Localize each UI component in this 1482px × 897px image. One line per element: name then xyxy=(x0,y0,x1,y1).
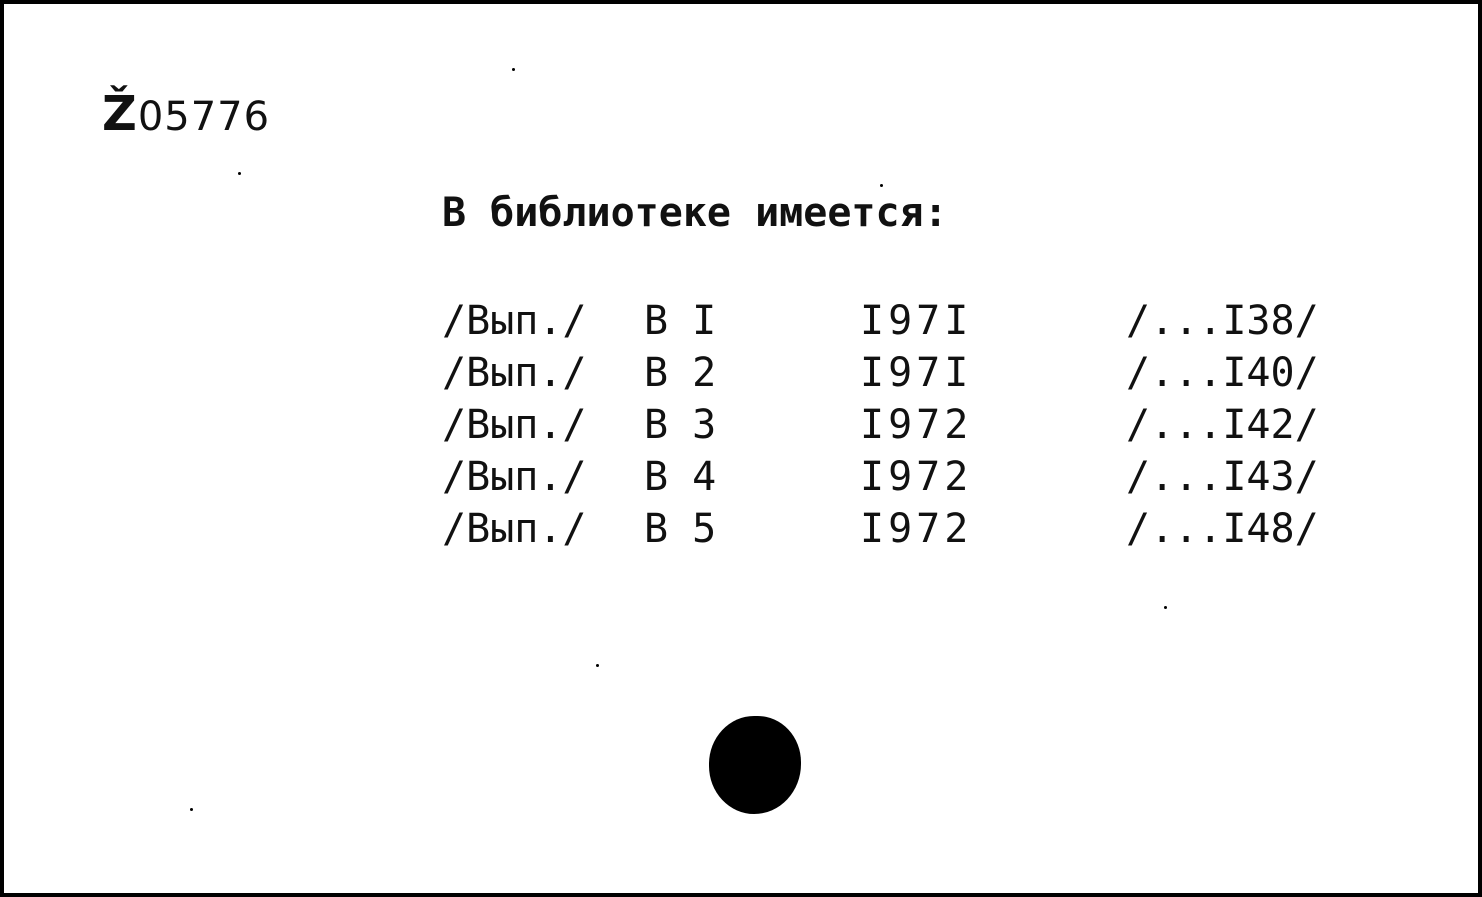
holding-volume: В 5 xyxy=(644,506,717,552)
punch-hole xyxy=(709,716,801,814)
ink-speck xyxy=(596,664,599,667)
holding-volume: В I xyxy=(644,298,717,344)
holding-year: I972 xyxy=(860,402,973,448)
holding-pages: /...I48/ xyxy=(1126,506,1319,552)
ink-speck xyxy=(1164,606,1167,609)
holding-issue: /Вып./ xyxy=(442,506,587,552)
inventory-number: 05776 xyxy=(137,94,271,140)
holding-pages: /...I38/ xyxy=(1126,298,1319,344)
holding-issue: /Вып./ xyxy=(442,298,587,344)
holding-year: I972 xyxy=(860,454,973,500)
holding-pages: /...I40/ xyxy=(1126,350,1319,396)
holding-volume: В 4 xyxy=(644,454,717,500)
inventory-mark xyxy=(102,86,270,142)
holding-issue: /Вып./ xyxy=(442,402,587,448)
inventory-letter: Ž xyxy=(102,86,138,142)
ink-speck xyxy=(880,184,883,187)
ink-speck xyxy=(190,808,193,811)
holding-year: I97I xyxy=(860,350,973,396)
holding-pages: /...I42/ xyxy=(1126,402,1319,448)
holding-volume: В 3 xyxy=(644,402,717,448)
holdings-heading: В библиотеке имеется: xyxy=(442,190,948,236)
holding-issue: /Вып./ xyxy=(442,454,587,500)
ink-speck xyxy=(512,68,515,71)
holding-year: I972 xyxy=(860,506,973,552)
holding-volume: В 2 xyxy=(644,350,717,396)
holding-pages: /...I43/ xyxy=(1126,454,1319,500)
holding-year: I97I xyxy=(860,298,973,344)
holding-issue: /Вып./ xyxy=(442,350,587,396)
ink-speck xyxy=(238,172,241,175)
